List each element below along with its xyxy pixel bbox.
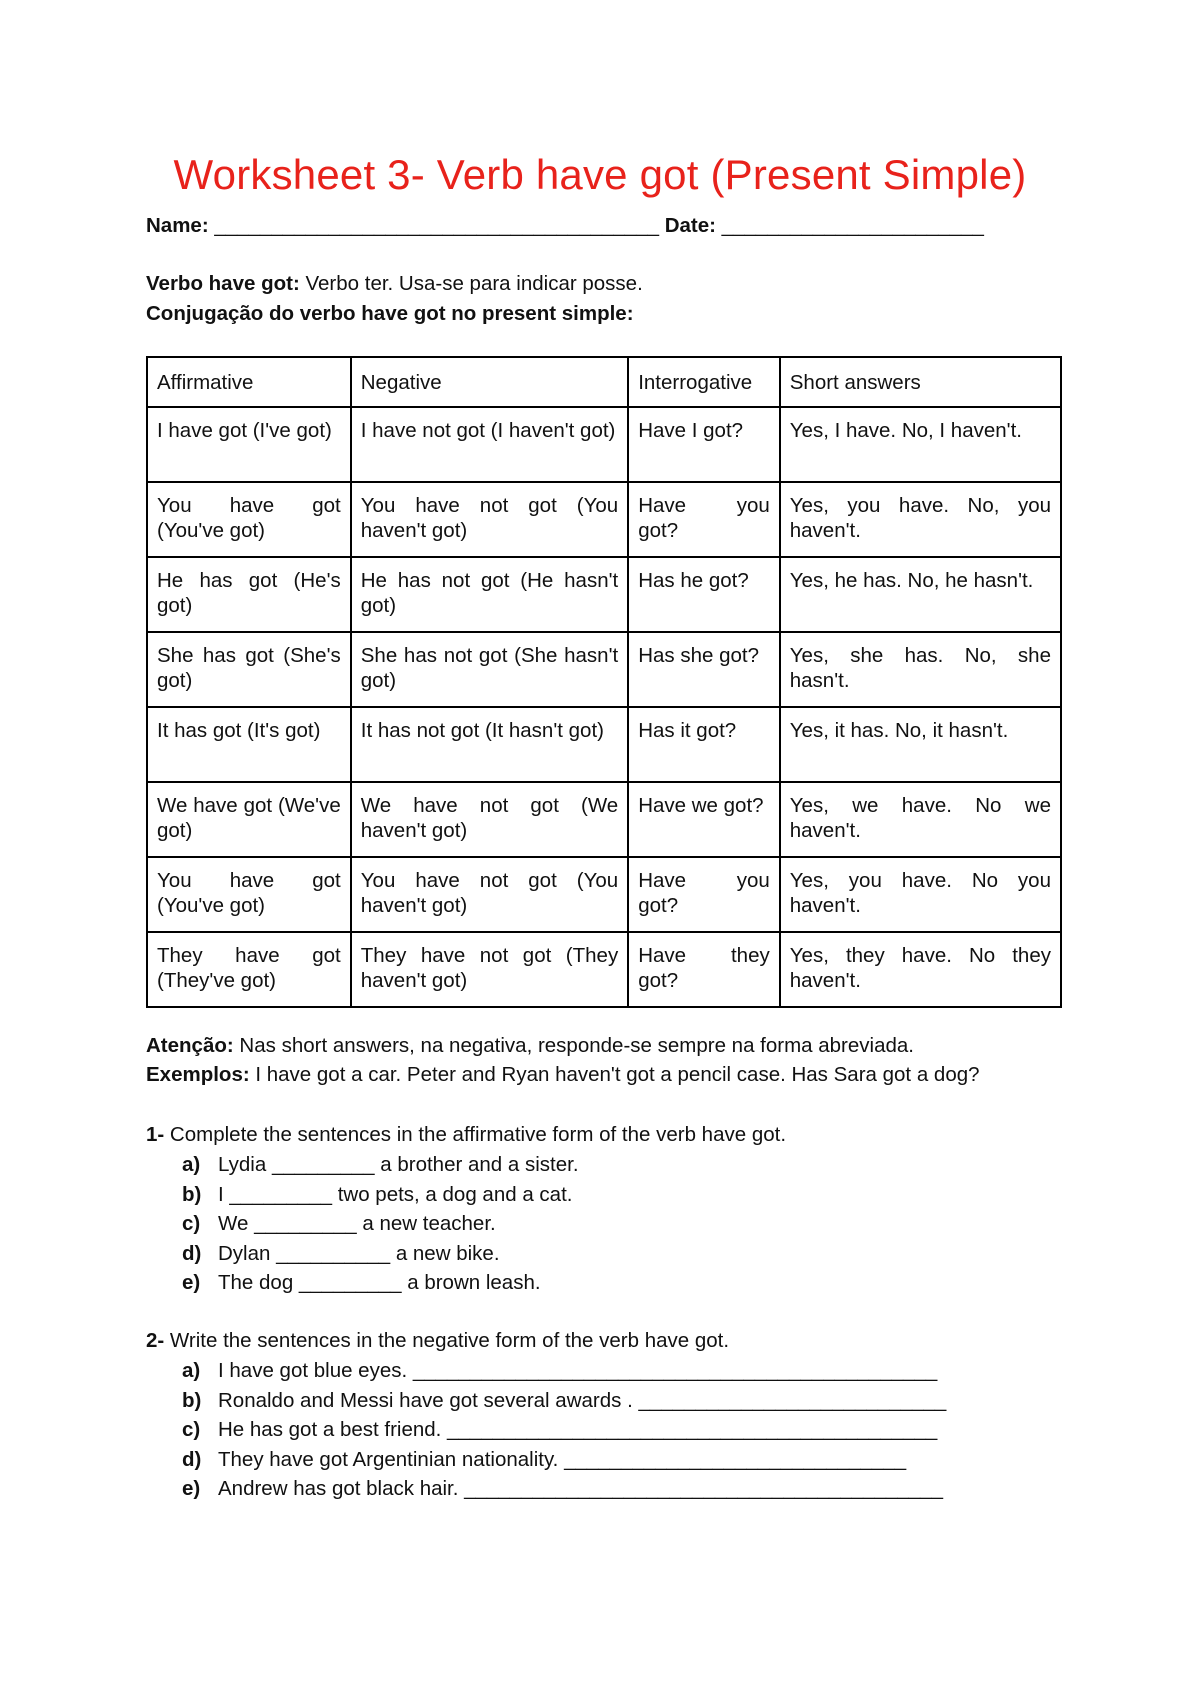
exercise2-list — [182, 1356, 946, 1504]
item-text: Andrew has got black hair. __________________________________________ — [218, 1477, 943, 1500]
cell-affirmative: You have got (You've got) — [147, 482, 351, 557]
cell-affirmative: We have got (We've got) — [147, 782, 351, 857]
cell-affirmative: I have got (I've got) — [147, 407, 351, 482]
header-negative: Negative — [351, 357, 628, 407]
item-text: Dylan __________ a new bike. — [218, 1241, 500, 1265]
header-short-answers: Short answers — [780, 357, 1061, 407]
list-item — [182, 1180, 579, 1210]
exercise1-number: 1- — [146, 1123, 165, 1146]
list-item — [182, 1268, 579, 1298]
definition-text: Verbo ter. Usa-se para indicar posse. — [299, 272, 643, 295]
examples-label: Exemplos: — [146, 1063, 250, 1086]
item-label: d) — [182, 1241, 202, 1265]
header-affirmative: Affirmative — [147, 357, 351, 407]
examples-line — [146, 1061, 980, 1089]
item-label: c) — [182, 1212, 201, 1235]
item-label: c) — [182, 1418, 201, 1441]
cell-affirmative: You have got (You've got) — [147, 857, 351, 932]
item-text: We _________ a new teacher. — [218, 1212, 496, 1235]
cell-negative: She has not got (She hasn't got) — [351, 632, 628, 707]
table-row — [147, 782, 1061, 857]
table-header-row — [147, 357, 1061, 407]
examples-text: I have got a car. Peter and Ryan haven't got a pencil case. Has Sara got a dog? — [249, 1063, 980, 1086]
item-text: The dog _________ a brown leash. — [218, 1271, 541, 1294]
cell-affirmative: She has got (She's got) — [147, 632, 351, 707]
table-row — [147, 857, 1061, 932]
item-label: a) — [182, 1153, 201, 1176]
date-blank: _______________________ — [715, 214, 984, 237]
exercise1-list — [182, 1150, 579, 1298]
date-label: Date: — [664, 214, 716, 237]
list-item — [182, 1445, 946, 1475]
exercise2-number: 2- — [146, 1329, 165, 1352]
cell-affirmative: It has got (It's got) — [147, 707, 351, 782]
list-item — [182, 1356, 946, 1386]
cell-negative: He has not got (He hasn't got) — [351, 557, 628, 632]
item-text: I _________ two pets, a dog and a cat. — [218, 1182, 573, 1206]
cell-negative: They have not got (They haven't got) — [351, 932, 628, 1007]
cell-negative: You have not got (You haven't got) — [351, 482, 628, 557]
name-date-line — [146, 212, 984, 240]
name-blank: _______________________________________ — [208, 214, 665, 237]
cell-interrogative: Have you got? — [628, 857, 780, 932]
list-item — [182, 1474, 946, 1504]
cell-short-answers: Yes, they have. No they haven't. — [780, 932, 1061, 1007]
cell-short-answers: Yes, he has. No, he hasn't. — [780, 557, 1061, 632]
cell-interrogative: Have they got? — [628, 932, 780, 1007]
item-text: Ronaldo and Messi have got several awards . ___________________________ — [218, 1388, 947, 1412]
conjugation-table — [146, 356, 1062, 1008]
exercise1-text: Complete the sentences in the affirmative form of the verb have got. — [164, 1123, 787, 1146]
cell-short-answers: Yes, you have. No, you haven't. — [780, 482, 1061, 557]
item-text: He has got a best friend. ___________________________________________ — [218, 1418, 938, 1441]
cell-negative: We have not got (We haven't got) — [351, 782, 628, 857]
cell-interrogative: Has it got? — [628, 707, 780, 782]
conjugation-heading: Conjugação do verbo have got no present simple: — [146, 302, 634, 325]
cell-negative: It has not got (It hasn't got) — [351, 707, 628, 782]
exercise2-text: Write the sentences in the negative form of the verb have got. — [164, 1329, 730, 1352]
list-item — [182, 1239, 579, 1269]
list-item — [182, 1209, 579, 1239]
item-label: a) — [182, 1359, 201, 1382]
list-item — [182, 1415, 946, 1445]
item-label: b) — [182, 1182, 202, 1206]
cell-affirmative: He has got (He's got) — [147, 557, 351, 632]
cell-interrogative: Has she got? — [628, 632, 780, 707]
cell-short-answers: Yes, I have. No, I haven't. — [780, 407, 1061, 482]
table-row — [147, 482, 1061, 557]
table-row — [147, 932, 1061, 1007]
list-item — [182, 1386, 946, 1416]
item-text: Lydia _________ a brother and a sister. — [218, 1153, 579, 1176]
page-title: Worksheet 3- Verb have got (Present Simple) — [173, 151, 1027, 198]
cell-negative: I have not got (I haven't got) — [351, 407, 628, 482]
name-label: Name: — [146, 214, 209, 237]
cell-short-answers: Yes, it has. No, it hasn't. — [780, 707, 1061, 782]
item-label: e) — [182, 1477, 201, 1500]
item-text: They have got Argentinian nationality. ______________________________ — [218, 1447, 907, 1471]
list-item — [182, 1150, 579, 1180]
table-row — [147, 557, 1061, 632]
cell-short-answers: Yes, you have. No you haven't. — [780, 857, 1061, 932]
table-row — [147, 407, 1061, 482]
cell-short-answers: Yes, she has. No, she hasn't. — [780, 632, 1061, 707]
cell-interrogative: Have we got? — [628, 782, 780, 857]
attention-label: Atenção: — [146, 1034, 234, 1057]
header-interrogative: Interrogative — [628, 357, 780, 407]
definition-line — [146, 270, 643, 298]
exercise2-instruction — [146, 1327, 729, 1355]
table-row — [147, 632, 1061, 707]
definition-label: Verbo have got: — [146, 272, 300, 295]
cell-interrogative: Have I got? — [628, 407, 780, 482]
item-text: I have got blue eyes. ______________________________________________ — [218, 1359, 938, 1382]
attention-text: Nas short answers, na negativa, responde-se sempre na forma abreviada. — [233, 1034, 914, 1057]
item-label: e) — [182, 1271, 201, 1294]
cell-affirmative: They have got (They've got) — [147, 932, 351, 1007]
item-label: b) — [182, 1388, 202, 1412]
attention-line — [146, 1032, 914, 1060]
cell-short-answers: Yes, we have. No we haven't. — [780, 782, 1061, 857]
cell-interrogative: Have you got? — [628, 482, 780, 557]
table-row — [147, 707, 1061, 782]
item-label: d) — [182, 1447, 202, 1471]
cell-interrogative: Has he got? — [628, 557, 780, 632]
exercise1-instruction — [146, 1121, 786, 1149]
cell-negative: You have not got (You haven't got) — [351, 857, 628, 932]
